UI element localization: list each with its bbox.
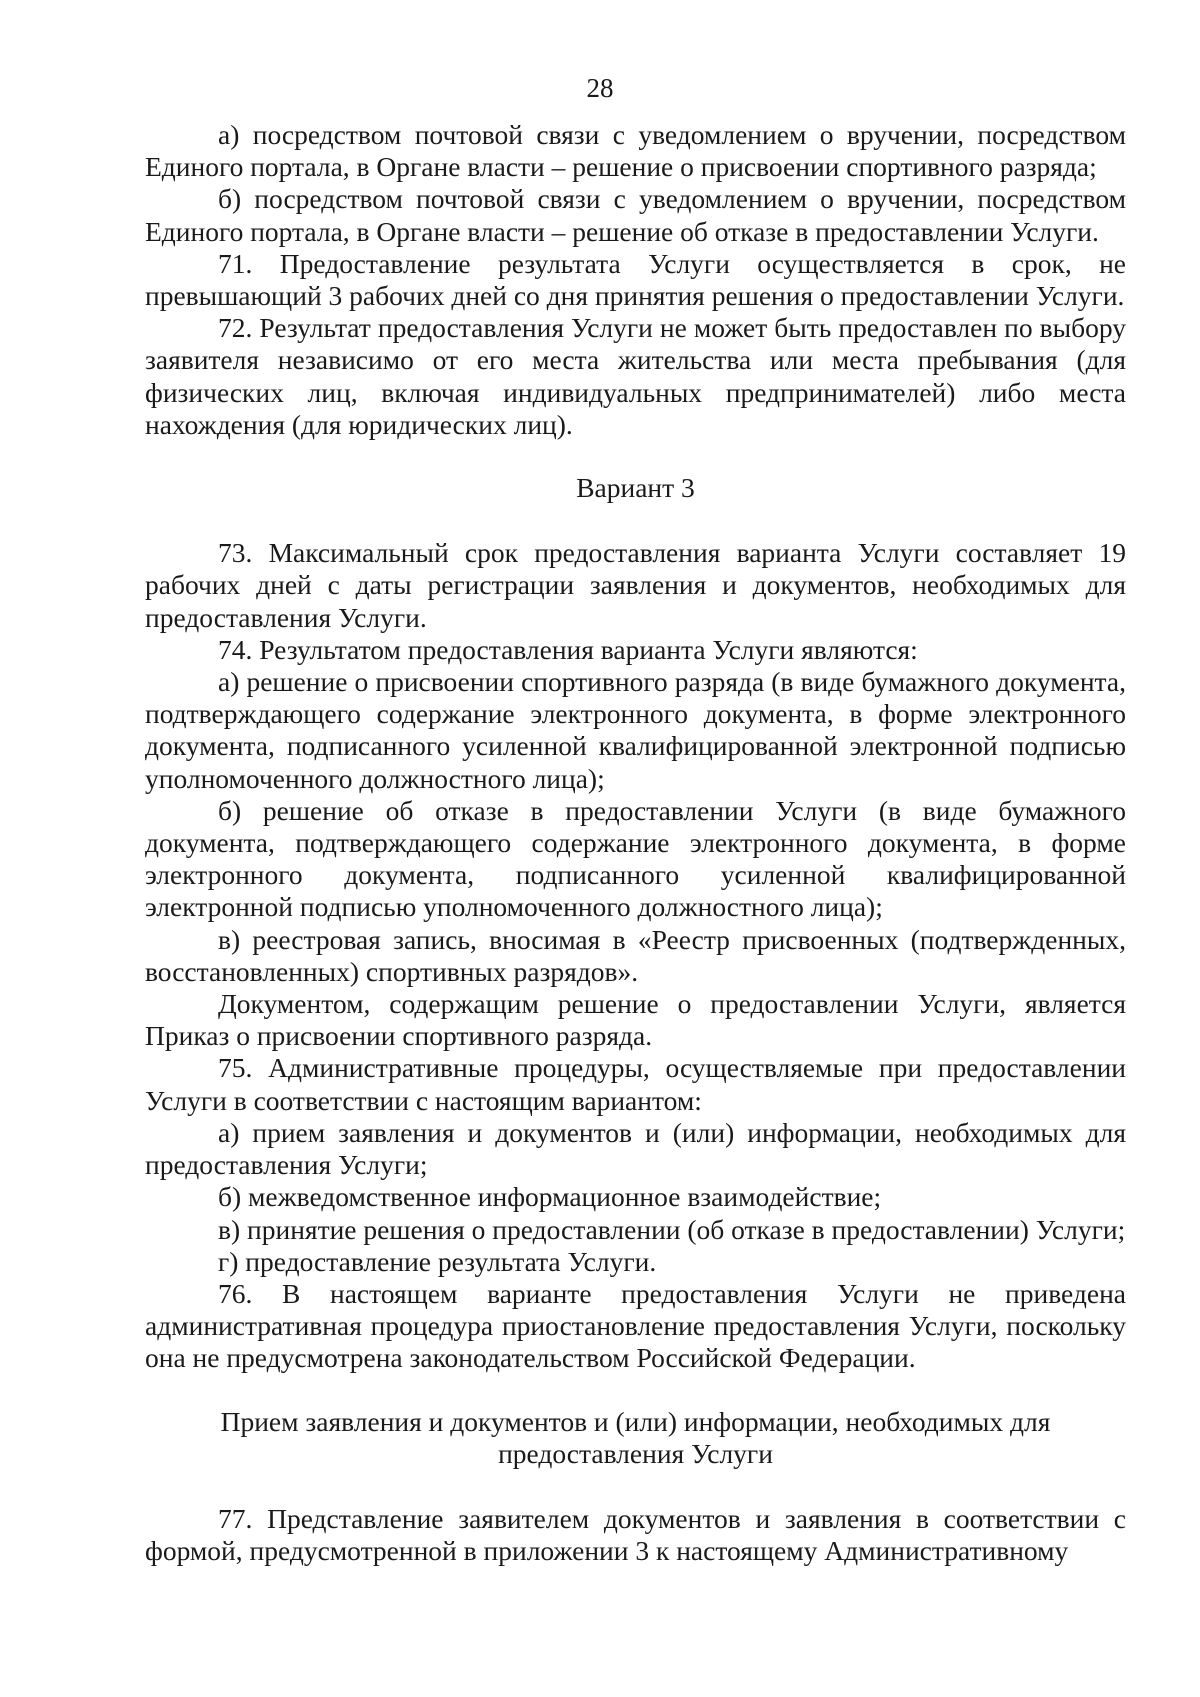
page-number: 28: [586, 73, 614, 103]
paragraph-77: 77. Представление заявителем документов и заявления в соответствии с формой, предусмотренной в приложении 3 к настоящему Административному: [145, 1502, 1126, 1567]
paragraph-71: 71. Предоставление результата Услуги осуществляется в срок, не превышающий 3 рабочих дней со дня принятия решения о предоставлении Услуги.: [145, 247, 1126, 312]
paragraph-74-b: б) решение об отказе в предоставлении Услуги (в виде бумажного документа, подтверждающего содержание электронного документа, в форме электронного документа, подписанного усиленной квалифицированной электронной подписью уполномоченного должностного лица);: [145, 794, 1126, 923]
variant-heading: Вариант 3: [576, 472, 695, 504]
paragraph-74-v: в) реестровая запись, вносимая в «Реестр присвоенных (подтвержденных, восстановленных) спортивных разрядов».: [145, 923, 1126, 987]
paragraph-73: 73. Максимальный срок предоставления варианта Услуги составляет 19 рабочих дней с даты регистрации заявления и документов, необходимых для предоставления Услуги.: [145, 537, 1126, 633]
paragraph-72: 72. Результат предоставления Услуги не может быть предоставлен по выбору заявителя независимо от его места жительства или места пребывания (для физических лиц, включая индивидуальных предпринимателей) либо места нахождения (для юридических лиц).: [145, 312, 1126, 440]
document-body: [145, 119, 1126, 1567]
paragraph-74-a: а) решение о присвоении спортивного разряда (в виде бумажного документа, подтверждающего содержание электронного документа, в форме электронного документа, подписанного усиленной квалифицированной электронной подписью уполномоченного должностного лица);: [145, 666, 1126, 794]
paragraph-75-g: г) предоставление результата Услуги.: [218, 1245, 657, 1277]
section-heading: Прием заявления и документов и (или) информации, необходимых для предоставления Услуги: [220, 1405, 1051, 1469]
paragraph-delivery-refusal: б) посредством почтовой связи с уведомлением о вручении, посредством Единого портала, в Органе власти – решение об отказе в предоставлении Услуги.: [145, 183, 1126, 247]
paragraph-74: 74. Результатом предоставления варианта Услуги являются:: [218, 633, 918, 665]
paragraph-75: 75. Административные процедуры, осуществляемые при предоставлении Услуги в соответствии с настоящим вариантом:: [145, 1052, 1126, 1116]
paragraph-75-v: в) принятие решения о предоставлении (об отказе в предоставлении) Услуги;: [218, 1213, 1126, 1245]
paragraph-75-a: а) прием заявления и документов и (или) информации, необходимых для предоставления Услуги;: [145, 1116, 1126, 1181]
paragraph-75-b: б) межведомственное информационное взаимодействие;: [218, 1181, 882, 1213]
paragraph-76: 76. В настоящем варианте предоставления Услуги не приведена административная процедура приостановление предоставления Услуги, поскольку она не предусмотрена законодательством Российской Федерации.: [145, 1277, 1126, 1374]
paragraph-decision-document: Документом, содержащим решение о предоставлении Услуги, является Приказ о присвоении спортивного разряда.: [145, 988, 1126, 1052]
paragraph-delivery-positive: а) посредством почтовой связи с уведомлением о вручении, посредством Единого портала, в Органе власти – решение о присвоении спортивного разряда;: [145, 119, 1126, 183]
